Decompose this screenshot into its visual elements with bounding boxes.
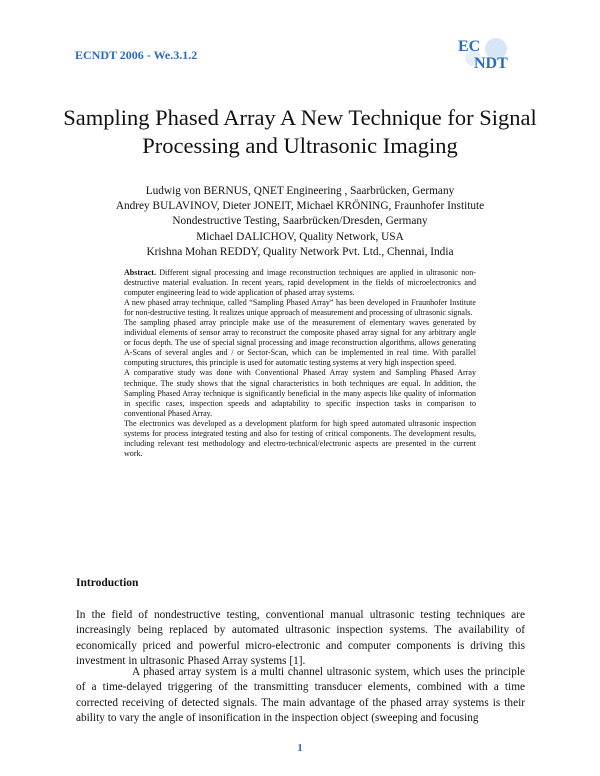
ecndt-logo <box>454 34 514 72</box>
abstract-block <box>124 268 476 459</box>
page-number: 1 <box>297 742 303 754</box>
logo-text-top: EC <box>458 38 481 55</box>
body-paragraph: A phased array system is a multi channel ultrasonic system, which uses the principle of a time-delayed triggering of the transmitting transducer elements, combined with a time corrected receiving of detected signals. The main advantage of the phased array systems is their ability to vary the angle of insonification in the inspection object (sweeping and focusing <box>76 666 525 724</box>
body-paragraph: In the field of nondestructive testing, conventional manual ultrasonic testing techniques are increasingly being replaced by automated ultrasonic inspection systems. The availability of economically priced and powerful micro-electronic and computer components is driving this investment in ultrasonic Phased Array systems [1]. <box>76 609 525 667</box>
conference-code: ECNDT 2006 - We.3.1.2 <box>75 48 198 62</box>
author-line: Nondestructive Testing, Saarbrücken/Dresden, Germany <box>172 215 428 228</box>
logo-text-bottom: NDT <box>474 55 508 72</box>
abstract-paragraph: The sampling phased array principle make use of the measurement of elementary waves generated by individual elements of sensor array to reconstruct the composite phased array signal for any arbitrary angle or focus depth. The use of special signal processing and image reconstruction algorithms, allows generating A-Scans of several angles and / or Sector-Scan, which can be implemented in real time. With parallel computing structures, this principle is used for automatic testing systems at very high inspection speed. <box>124 318 476 368</box>
author-line: Andrey BULAVINOV, Dieter JONEIT, Michael KRÖNING, Fraunhofer Institute <box>115 200 485 213</box>
author-line: Michael DALICHOV, Quality Network, USA <box>196 230 404 243</box>
abstract-paragraph: A new phased array technique, called “Sampling Phased Array” has been developed in Fraunhofer Institute for non-destructive testing. It realizes unique approach of measurement and processing of ultrasonic signals. <box>124 298 476 318</box>
abstract-paragraph: The electronics was developed as a development platform for high speed automated ultrasonic inspection systems for process integrated testing and also for testing of critical components. The development results, including relevant test methodology and electro-technical/electronic aspects are presented in the current work. <box>124 418 476 458</box>
abstract-paragraph: A comparative study was done with Conventional Phased Array system and Sampling Phased Array technique. The study shows that the signal characteristics in both techniques are equal. In addition, the Sampling Phased Array technique is significantly beneficial in the many aspects like quality of information in specific cases, inspection speeds and adaptability to specific inspection tasks in comparison to conventional Phased Array. <box>124 368 476 418</box>
author-line: Ludwig von BERNUS, QNET Engineering , Saarbrücken, Germany <box>145 185 455 197</box>
author-list <box>40 184 560 260</box>
introduction-heading: Introduction <box>76 577 139 589</box>
author-line: Krishna Mohan REDDY, Quality Network Pvt. Ltd., Chennai, India <box>146 245 454 258</box>
paper-title: Sampling Phased Array A New Technique for Signal Processing and Ultrasonic Imaging <box>63 105 537 158</box>
abstract-paragraph <box>124 268 476 298</box>
abstract-label: Abstract. <box>124 268 156 277</box>
abstract-text: Different signal processing and image reconstruction techniques are applied in ultrasonic non-destructive material evaluation. In recent years, rapid development in the fields of microelectronics and computer engineering lead to wide application of phased array systems. <box>124 268 476 298</box>
